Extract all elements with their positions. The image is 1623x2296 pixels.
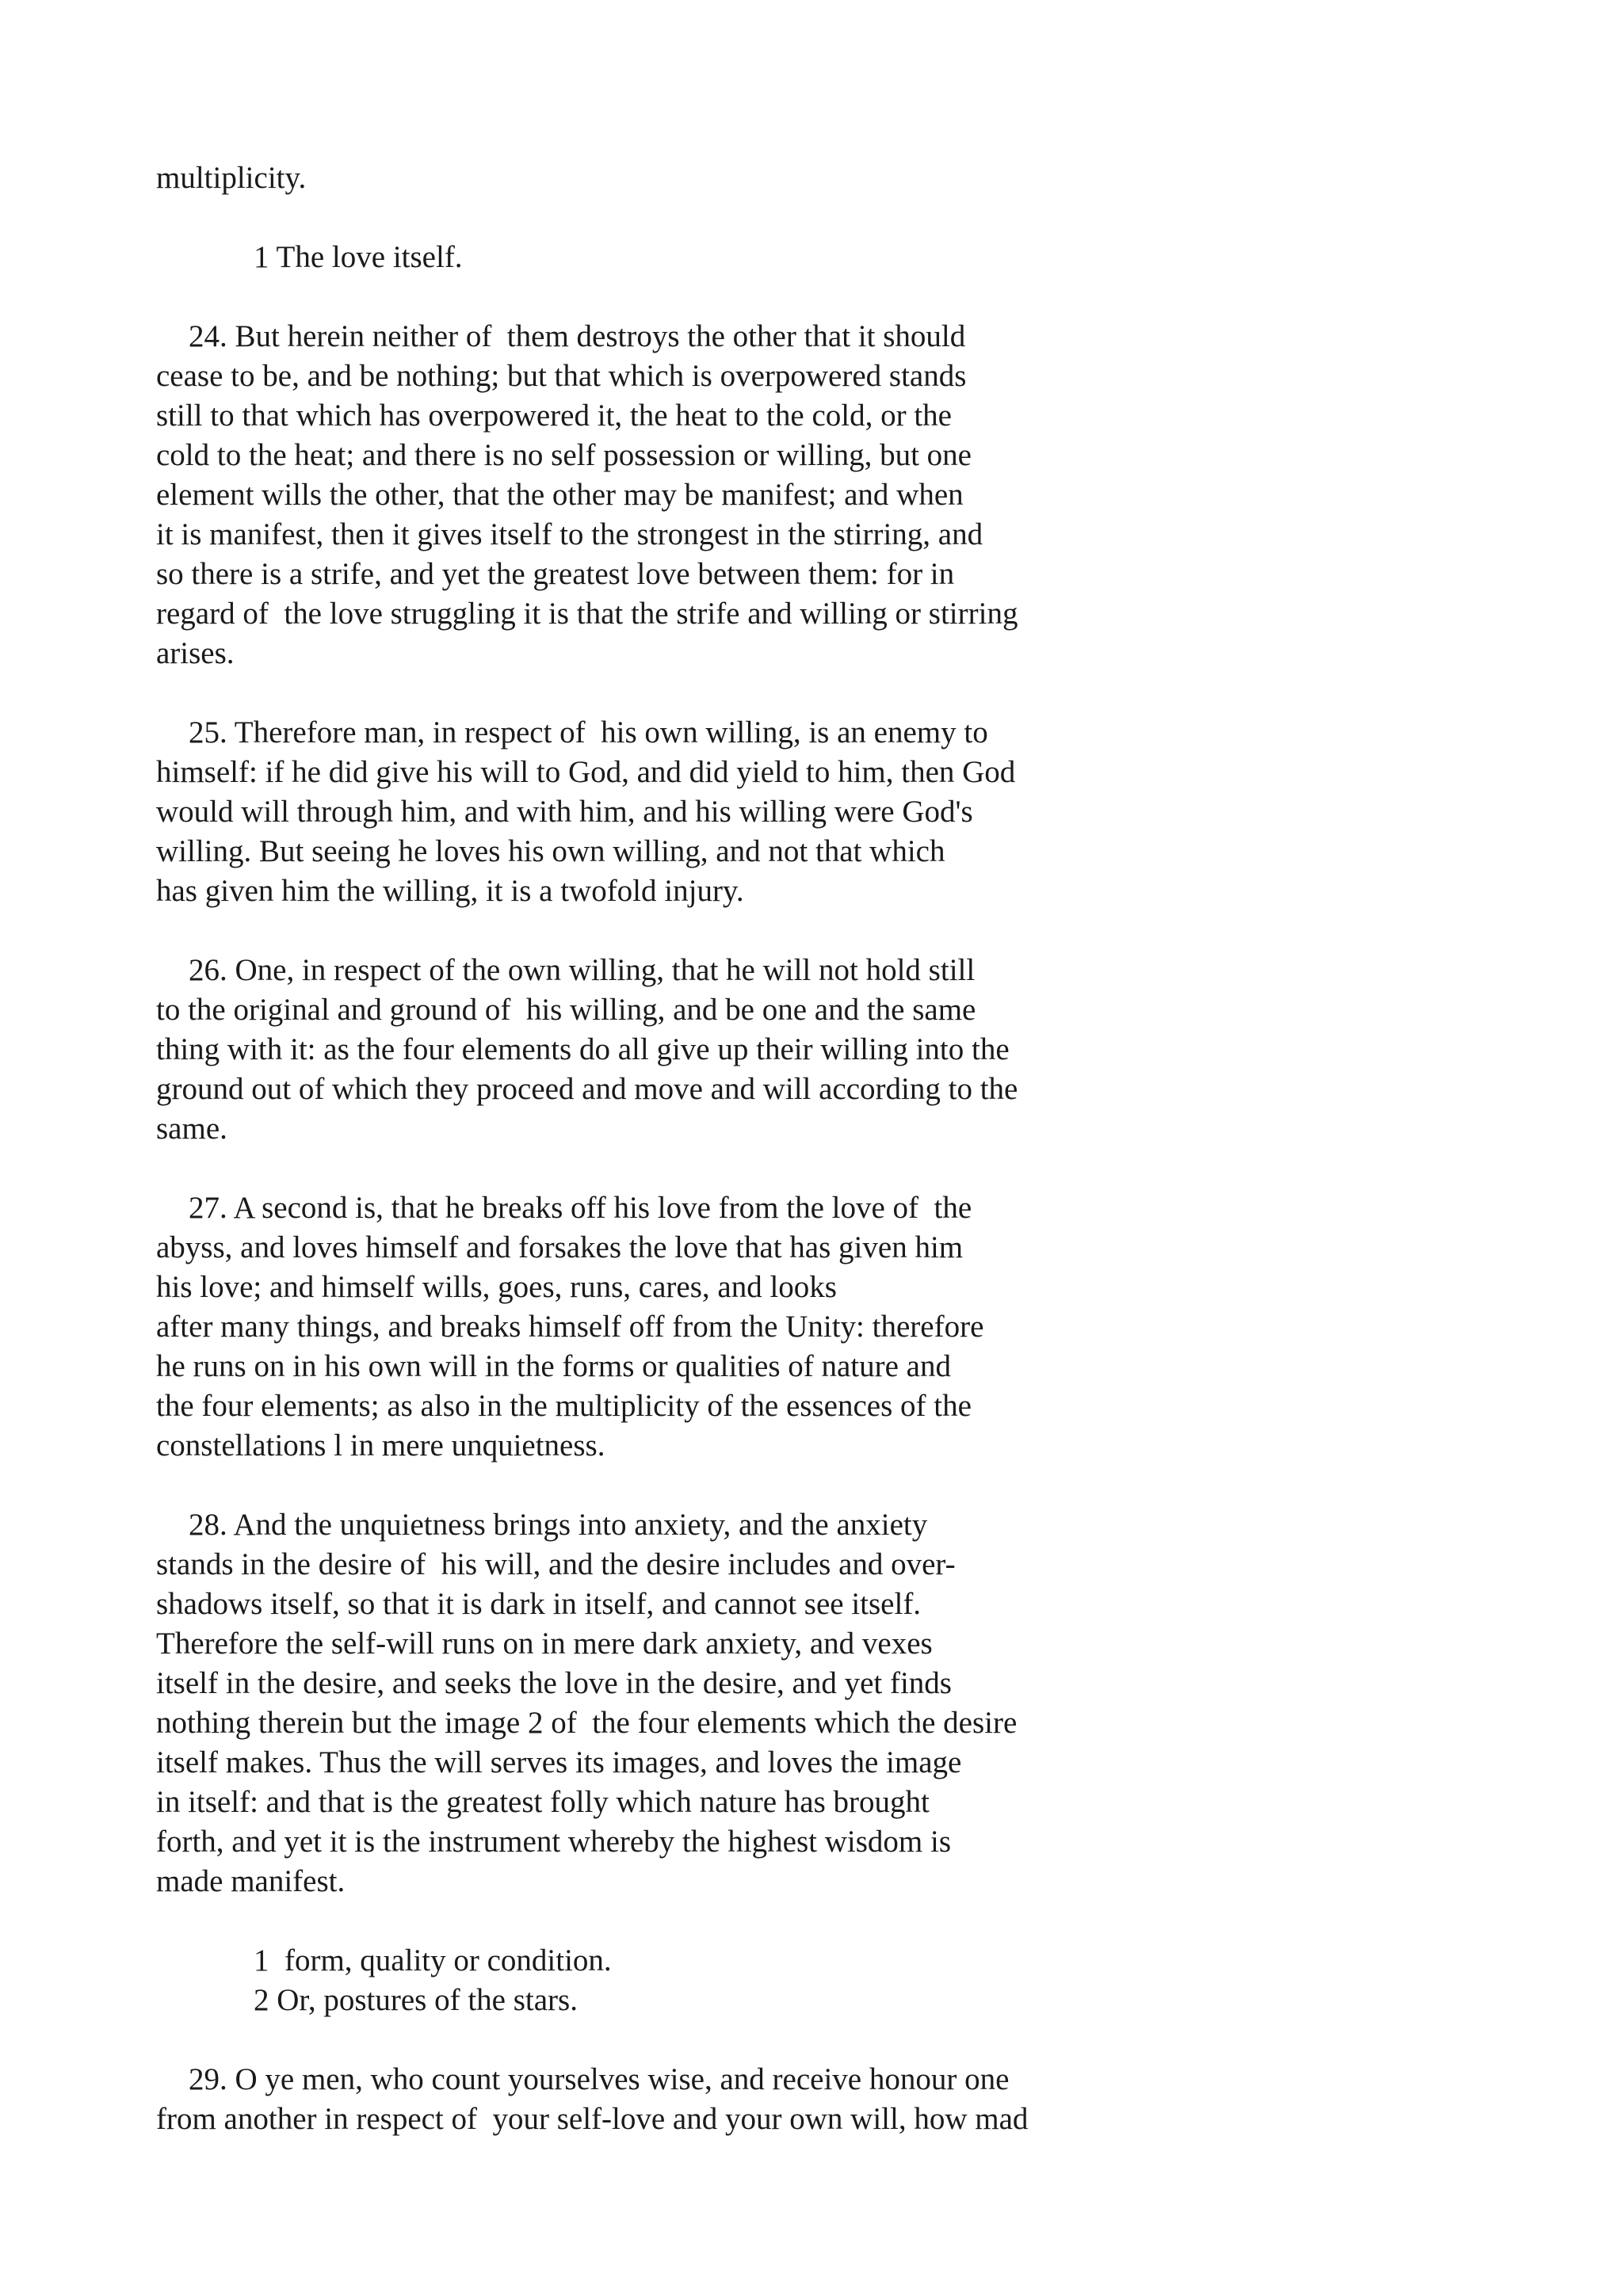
paragraph-24-line-8: regard of the love struggling it is that the strife and willing or stirring	[156, 597, 1018, 631]
paragraph-25-line-3: would will through him, and with him, and his willing were God's	[156, 795, 973, 829]
paragraph-28-line-5: itself in the desire, and seeks the love in the desire, and yet finds	[156, 1666, 952, 1700]
paragraph-27-line-7: constellations l in mere unquietness.	[156, 1428, 605, 1463]
paragraph-25-line-2: himself: if he did give his will to God, and did yield to him, then God	[156, 755, 1016, 789]
paragraph-28-line-4: Therefore the self-will runs on in mere dark anxiety, and vexes	[156, 1627, 933, 1661]
paragraph-28-line-10: made manifest.	[156, 1864, 346, 1898]
paragraph-26-line-1: 26. One, in respect of the own willing, that he will not hold still	[189, 953, 976, 987]
paragraph-24-line-4: cold to the heat; and there is no self possession or willing, but one	[156, 438, 972, 472]
paragraph-24-line-2: cease to be, and be nothing; but that which is overpowered stands	[156, 359, 967, 393]
paragraph-29-line-1: 29. O ye men, who count yourselves wise, and receive honour one	[189, 2062, 1010, 2096]
paragraph-24-line-6: it is manifest, then it gives itself to the strongest in the stirring, and	[156, 517, 983, 551]
paragraph-25-line-4: willing. But seeing he loves his own willing, and not that which	[156, 834, 945, 868]
paragraph-27-line-6: the four elements; as also in the multiplicity of the essences of the	[156, 1389, 972, 1423]
paragraph-24-line-1: 24. But herein neither of them destroys the other that it should	[189, 319, 966, 353]
paragraph-27-line-3: his love; and himself wills, goes, runs, cares, and looks	[156, 1270, 837, 1304]
footnote-line: 2 Or, postures of the stars.	[254, 1983, 578, 2017]
paragraph-28-line-6: nothing therein but the image 2 of the four elements which the desire	[156, 1706, 1018, 1740]
paragraph-28-line-8: in itself: and that is the greatest folly which nature has brought	[156, 1785, 930, 1819]
paragraph-28-line-3: shadows itself, so that it is dark in itself, and cannot see itself.	[156, 1587, 922, 1621]
paragraph-29-line-2: from another in respect of your self-love and your own will, how mad	[156, 2102, 1029, 2136]
paragraph-28-line-7: itself makes. Thus the will serves its images, and loves the image	[156, 1745, 962, 1779]
paragraph-26-line-2: to the original and ground of his willing, and be one and the same	[156, 993, 976, 1027]
paragraph-28-line-9: forth, and yet it is the instrument whereby the highest wisdom is	[156, 1825, 952, 1859]
paragraph-27-line-2: abyss, and loves himself and forsakes the love that has given him	[156, 1230, 964, 1264]
paragraph-26-line-3: thing with it: as the four elements do all give up their willing into the	[156, 1032, 1010, 1066]
paragraph-25-line-5: has given him the willing, it is a twofold injury.	[156, 874, 744, 908]
paragraph-27-line-4: after many things, and breaks himself off from the Unity: therefore	[156, 1310, 984, 1344]
paragraph-26-line-4: ground out of which they proceed and move and will according to the	[156, 1072, 1018, 1106]
paragraph-25-line-1: 25. Therefore man, in respect of his own willing, is an enemy to	[189, 715, 988, 749]
paragraph-28-line-2: stands in the desire of his will, and the desire includes and over-	[156, 1547, 956, 1581]
paragraph-24-line-5: element wills the other, that the other may be manifest; and when	[156, 478, 964, 512]
paragraph-27-line-5: he runs on in his own will in the forms or qualities of nature and	[156, 1349, 951, 1383]
paragraph-24-line-7: so there is a strife, and yet the greatest love between them: for in	[156, 557, 955, 591]
paragraph-27-line-1: 27. A second is, that he breaks off his love from the love of the	[189, 1191, 972, 1225]
paragraph-24-line-3: still to that which has overpowered it, the heat to the cold, or the	[156, 399, 952, 433]
continuation-line: multiplicity.	[156, 161, 307, 195]
paragraph-26-line-5: same.	[156, 1112, 227, 1146]
footnote-line: 1 The love itself.	[254, 240, 463, 274]
paragraph-28-line-1: 28. And the unquietness brings into anxiety, and the anxiety	[189, 1508, 928, 1542]
footnote-line: 1 form, quality or condition.	[254, 1943, 612, 1978]
paragraph-24-line-9: arises.	[156, 636, 235, 670]
